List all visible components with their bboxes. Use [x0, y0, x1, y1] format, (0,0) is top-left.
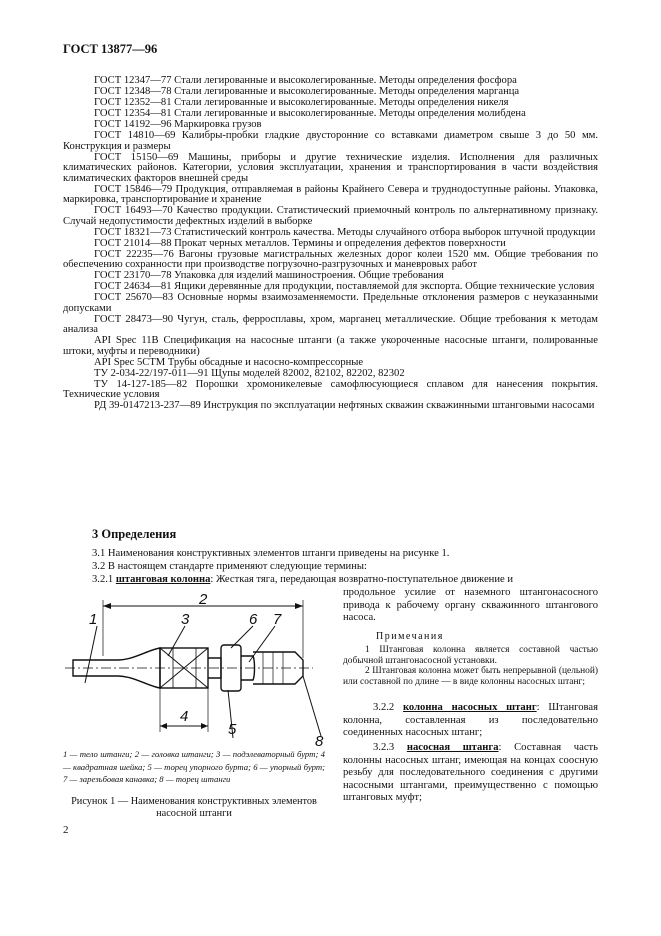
notes-title: Примечания — [376, 631, 444, 642]
term-number: 3.2.3 — [373, 742, 395, 753]
arrowhead — [201, 723, 208, 729]
reference-item: ГОСТ 15150—69 Машины, приборы и другие технические изделия. Исполнения для различных климатических районов. Категории, условия эксплуатации, хранения и транспортирования в части воздействия климатических факторов внешней среды — [63, 151, 598, 184]
term-number: 3.2.1 — [92, 574, 114, 585]
figure-label-6: 6 — [249, 611, 258, 628]
notes-block — [343, 645, 598, 687]
figure-label-8: 8 — [315, 733, 324, 748]
paragraph-3-2-3 — [343, 742, 598, 805]
figure-label-7: 7 — [273, 611, 282, 628]
reference-item: РД 39-0147213-237—89 Инструкция по эксплуатации нефтяных скважин скважинными штанговыми насосами — [94, 400, 595, 411]
paragraph-3-2-1-continued: продольное усилие от наземного штангонасосного привода к рабочему органу скважинного штангового насоса. — [343, 587, 598, 623]
reference-item: ГОСТ 24634—81 Ящики деревянные для продукции, поставляемой для экспорта. Общие технические условия — [94, 281, 595, 292]
figure-label-3: 3 — [181, 611, 190, 628]
leader-3 — [168, 626, 185, 656]
references-list — [63, 76, 598, 412]
reference-item: ГОСТ 12348—78 Стали легированные и высоколегированные. Методы определения марганца — [94, 86, 520, 97]
reference-item: API Spec 11B Спецификация на насосные штанги (а также укороченные насосные штанги, полированные штоки, муфты и переводники) — [63, 335, 598, 357]
figure-label-1: 1 — [89, 611, 98, 628]
document-header: ГОСТ 13877—96 — [63, 42, 158, 56]
term-definition: : Составная часть колонны насосных штанг, имеющая на концах соосную резьбу для последовательного соединения с другими насосными штангами, преимущественно с помощью штанговых муфт; — [343, 742, 598, 803]
paragraph-3-2-1 — [92, 574, 598, 585]
reference-item: ГОСТ 25670—83 Основные нормы взаимозаменяемости. Предельные отклонения размеров с неуказанными допусками — [63, 292, 598, 314]
reference-item: ГОСТ 28473—90 Чугун, сталь, ферросплавы, хром, марганец металлические. Общие требования к методам анализа — [63, 313, 598, 335]
paragraph-3-1: 3.1 Наименования конструктивных элементов штанги приведены на рисунке 1. — [92, 548, 450, 559]
note-item: 2 Штанговая колонна может быть непрерывной (цельной) или составной по длине — в виде колонны насосных штанг; — [343, 666, 598, 687]
reference-item: ГОСТ 14810—69 Калибры-пробки гладкие двусторонние со вставками диаметром свыше 3 до 50 мм. Конструкция и размеры — [63, 130, 598, 152]
figure-label-5: 5 — [228, 721, 237, 738]
figure-label-4: 4 — [180, 708, 189, 725]
reference-item: ГОСТ 22235—76 Вагоны грузовые магистральных железных дорог колеи 1520 мм. Общие требования по обеспечению сохранности при производстве погрузочно-разгрузочных и маневровых работ — [63, 248, 598, 270]
sucker-rod-figure — [63, 588, 328, 748]
arrowhead — [160, 723, 167, 729]
paragraph-3-2: 3.2 В настоящем стандарте применяют следующие термины: — [92, 561, 367, 572]
page-number: 2 — [63, 824, 69, 836]
reference-item: ГОСТ 12354—81 Стали легированные и высоколегированные. Методы определения молибдена — [94, 108, 526, 119]
reference-item: ГОСТ 12352—81 Стали легированные и высоколегированные. Методы определения никеля — [94, 97, 509, 108]
reference-item: ГОСТ 16493—70 Качество продукции. Статистический приемочный контроль по альтернативному признаку. Случай недопустимости дефектных изделий в выборке — [63, 205, 598, 227]
term-name: штанговая колонна — [115, 574, 211, 585]
arrowhead — [295, 603, 303, 609]
term-definition: : Жесткая тяга, передающая возвратно-поступательное движение и — [210, 574, 514, 585]
reference-item: ГОСТ 21014—88 Прокат черных металлов. Термины и определения дефектов поверхности — [94, 237, 506, 249]
reference-item: ГОСТ 23170—78 Упаковка для изделий машиностроения. Общие требования — [94, 270, 444, 281]
note-item: 1 Штанговая колонна является составной частью добычной штангонасосной установки. — [343, 645, 598, 666]
reference-item: API Spec 5CTM Трубы обсадные и насосно-компрессорные — [94, 356, 364, 368]
leader-1 — [85, 626, 97, 683]
paragraph-3-2-2 — [343, 702, 598, 740]
reference-item: ГОСТ 18321—73 Статистический контроль качества. Методы случайного отбора выборок штучной продукции — [94, 226, 596, 238]
leader-7 — [249, 626, 275, 662]
term-definition: : Штанговая колонна, составленная из последовательно соединенных насосных штанг; — [343, 702, 598, 738]
section-heading: 3 Определения — [92, 527, 177, 541]
arrowhead — [103, 603, 111, 609]
reference-item: ГОСТ 15846—79 Продукция, отправляемая в районы Крайнего Севера и труднодоступные районы. Упаковка, маркировка, транспортирование и хранение — [63, 183, 598, 205]
figure-label-2: 2 — [199, 591, 208, 608]
term-number: 3.2.2 — [373, 702, 395, 713]
reference-item: ГОСТ 12347—77 Стали легированные и высоколегированные. Методы определения фосфора — [94, 75, 517, 86]
term-name: насосная штанга — [406, 742, 499, 753]
reference-item: ГОСТ 14192—96 Маркировка грузов — [94, 119, 262, 130]
figure-legend: 1 — тело штанги; 2 — головка штанги; 3 — подэлеваторный бурт; 4 — квадратная шейка; 5 — торец упорного бурта; 6 — упорный бурт; 7 — зарезьбовая канавка; 8 — торец штанги — [63, 749, 325, 784]
leader-8 — [303, 676, 321, 736]
reference-item: ТУ 14-127-185—82 Порошки хромоникелевые самофлюсующиеся сплавом для нанесения покрытия. Технические условия — [63, 378, 598, 400]
leader-6 — [231, 626, 253, 648]
figure-caption: Рисунок 1 — Наименования конструктивных элементов насосной штанги — [71, 796, 317, 819]
term-name: колонна насосных штанг — [402, 702, 537, 713]
reference-item: ТУ 2-034-22/197-011—91 Щупы моделей 82002, 82102, 82202, 82302 — [94, 367, 405, 379]
